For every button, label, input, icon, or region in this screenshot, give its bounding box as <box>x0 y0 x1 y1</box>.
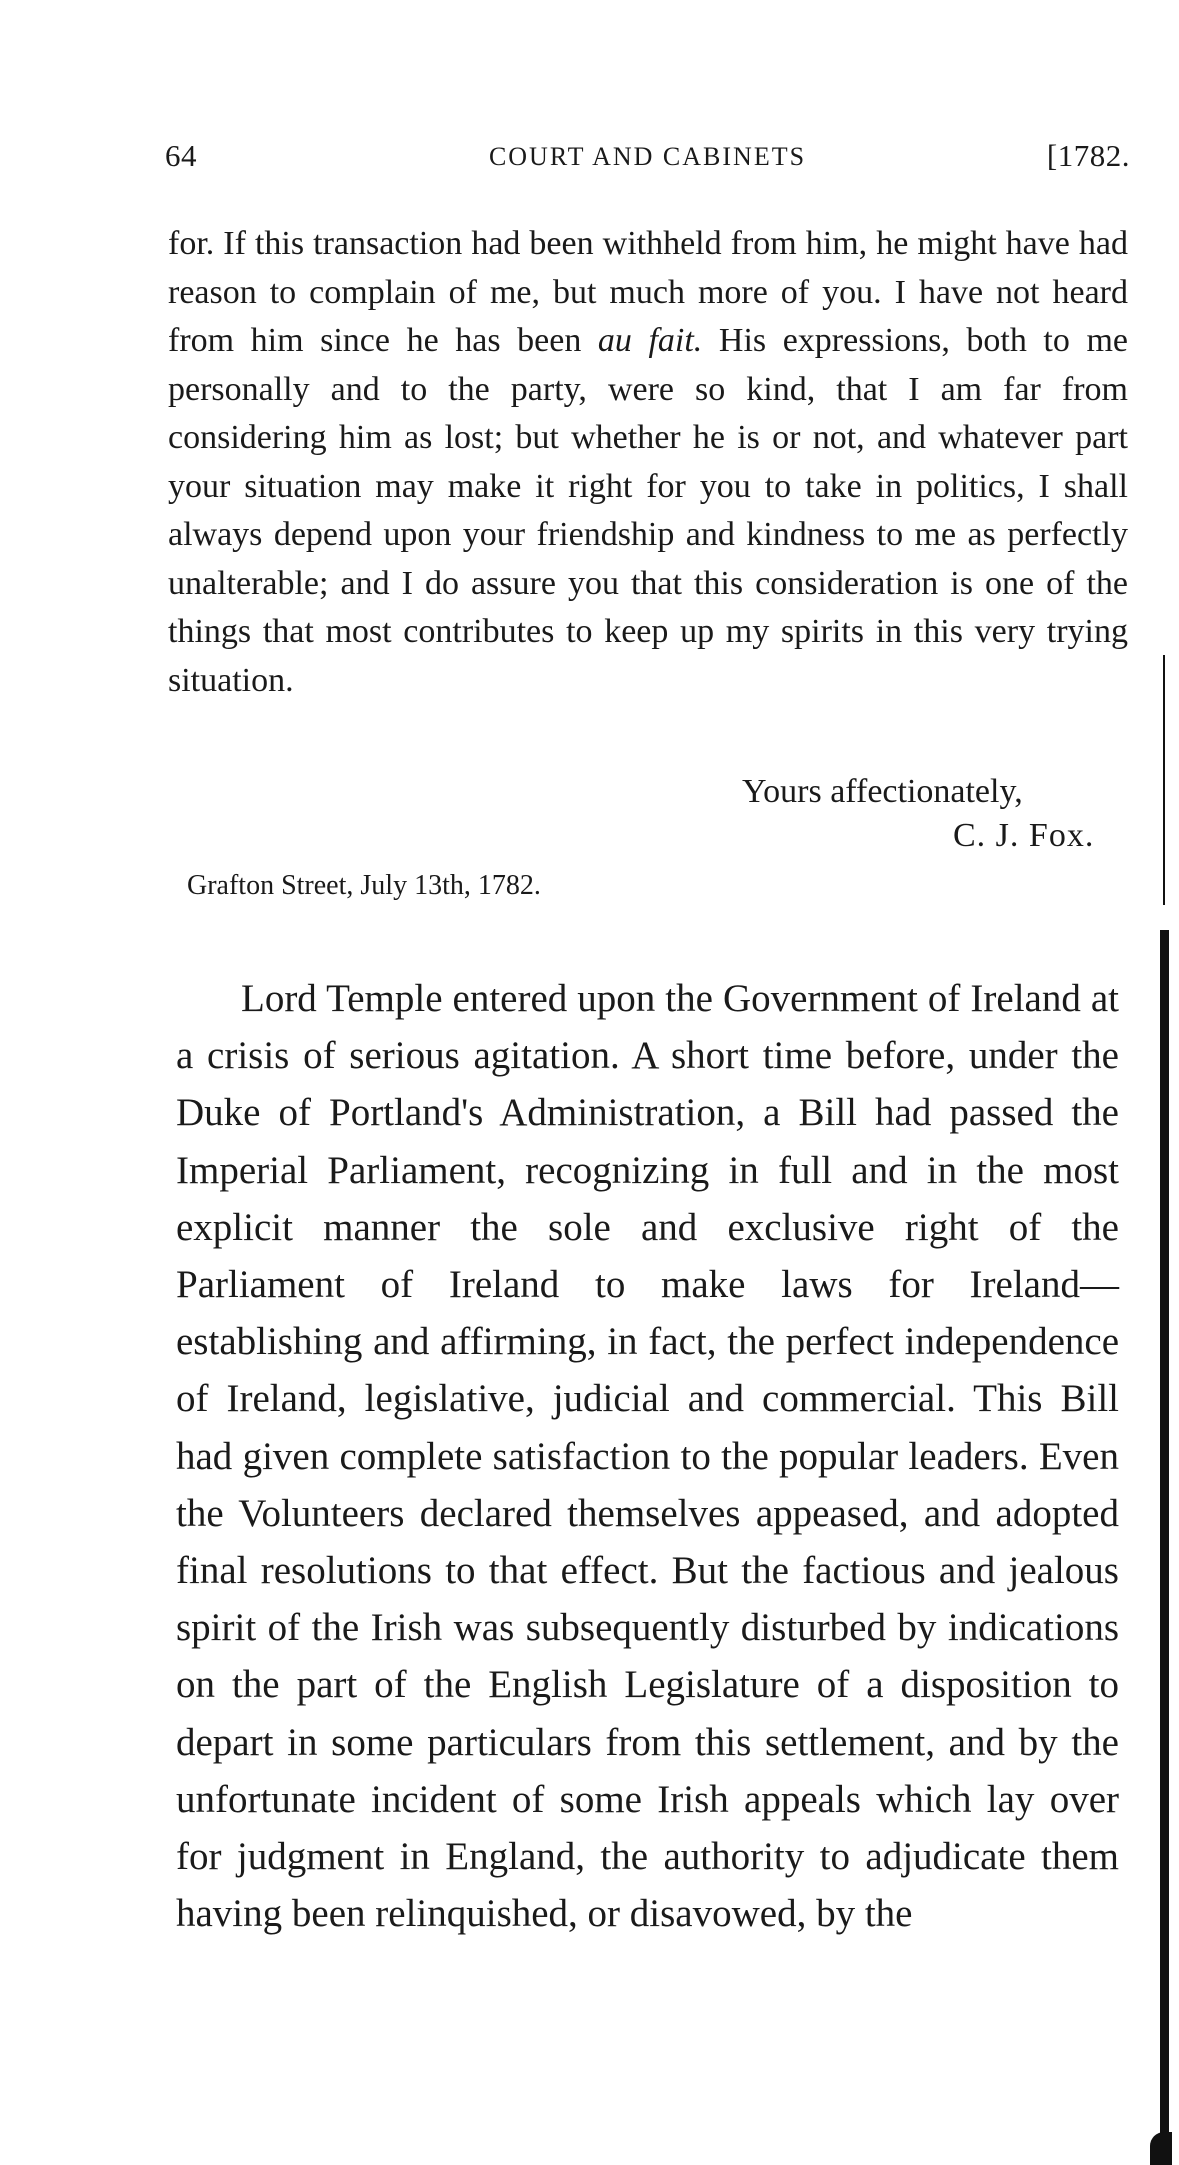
letter-closing: Yours affectionately, <box>742 773 1023 810</box>
running-head <box>165 138 1130 188</box>
letter-text-before: for. If this transaction had been withheld from him, he might have had reason to complain of me, but much more of you. I have not heard from him since he has been <box>168 225 1128 359</box>
letter-paragraph <box>168 220 1128 705</box>
italic-phrase: au fait. <box>597 322 703 359</box>
letter-signature: C. J. Fox. <box>953 817 1095 854</box>
letter-dateline: Grafton Street, July 13th, 1782. <box>187 870 541 901</box>
page-number: 64 <box>165 138 197 173</box>
running-year: [1782. <box>1046 138 1130 173</box>
page-edge-thin <box>1163 655 1165 905</box>
narrative-body <box>176 970 1119 1942</box>
narrative-paragraph: Lord Temple entered upon the Government of Ireland at a crisis of serious agitation. A short time before, under the Duke of Portland's Administration, a Bill had passed the Imperial Parliament, recognizing in full and in the most explicit manner the sole and exclusive right of the Parliament of Ireland to make laws for Ireland—establishing and affirming, in fact, the perfect independence of Ireland, legislative, judicial and commercial. This Bill had given complete satisfaction to the popular leaders. Even the Volunteers declared themselves appeased, and adopted final resolutions to that effect. But the factious and jealous spirit of the Irish was subsequently disturbed by indications on the part of the English Legislature of a disposition to depart in some particulars from this settlement, and by the unfortunate incident of some Irish appeals which lay over for judgment in England, the authority to adjudicate them having been relinquished, or disavowed, by the <box>176 977 1119 1936</box>
letter-text-after: His expressions, both to me personally and to the party, were so kind, that I am far from considering him as lost; but whether he is or not, and whatever part your situation may make it right for you to take in politics, I shall always depend upon your friendship and kindness to me as perfectly unalterable; and I do assure you that this consideration is one of the things that most contributes to keep up my spirits in this very trying situation. <box>168 322 1128 699</box>
page-edge-thick <box>1160 930 1169 2160</box>
page-edge-foot <box>1150 2132 1172 2165</box>
letter-body <box>168 220 1128 705</box>
running-title: COURT AND CABINETS <box>488 142 807 171</box>
